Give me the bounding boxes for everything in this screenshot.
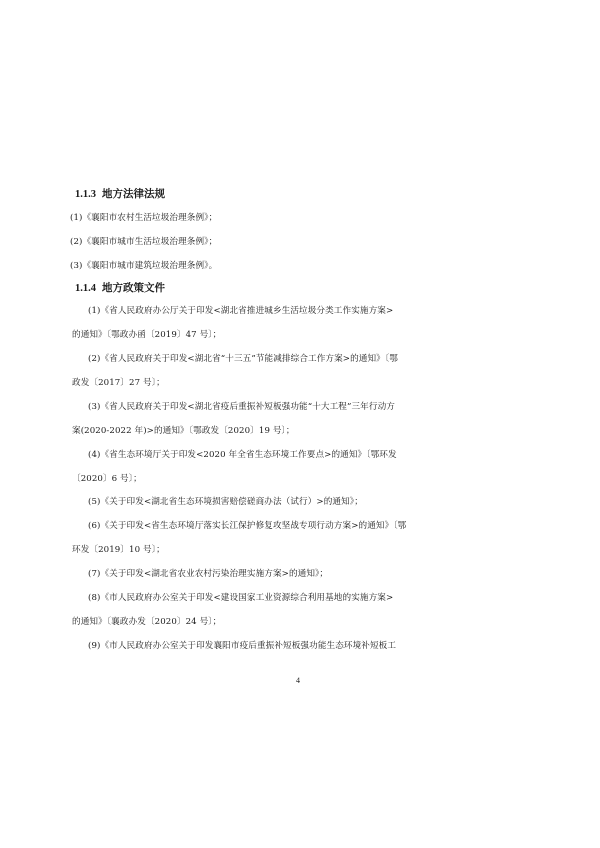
policy-line: 的通知》〔鄂政办函〔2019〕47 号〕；: [72, 330, 222, 340]
law-item: (1)《襄阳市农村生活垃圾治理条例》；: [70, 213, 218, 223]
policy-line: (6)《关于印发<省生态环境厅落实长江保护修复攻坚战专项行动方案>的通知》〔鄂: [88, 521, 407, 531]
policy-line: (4)《省生态环境厅关于印发<2020 年全省生态环境工作要点>的通知》〔鄂环发: [88, 450, 397, 460]
policy-line: (2)《省人民政府关于印发<湖北省“十三五”节能减排综合工作方案>的通知》〔鄂: [88, 354, 398, 364]
section-title: 地方政策文件: [102, 282, 165, 294]
policy-line: (1)《省人民政府办公厅关于印发<湖北省推进城乡生活垃圾分类工作实施方案>: [88, 306, 394, 316]
policy-line: 环发〔2019〕10 号〕；: [72, 545, 165, 555]
policy-line: 案(2020-2022 年)>的通知》〔鄂政发〔2020〕19 号〕；: [72, 426, 295, 436]
policy-line: (9)《市人民政府办公室关于印发襄阳市疫后重振补短板强功能生态环境补短板工: [88, 641, 397, 651]
page-number: 4: [296, 676, 300, 685]
section-title: 地方法律法规: [102, 188, 165, 200]
policy-line: (3)《省人民政府关于印发<湖北省疫后重振补短板强功能“十大工程”三年行动方: [88, 402, 395, 412]
policy-line: (8)《市人民政府办公室关于印发<建设国家工业资源综合利用基地的实施方案>: [88, 593, 394, 603]
section-heading-1-1-4: [75, 280, 165, 295]
policy-line: 政发〔2017〕27 号〕；: [72, 378, 165, 388]
section-number: 1.1.3: [75, 189, 96, 200]
policy-line: 的通知》〔襄政办发〔2020〕24 号〕；: [72, 617, 222, 627]
law-item: (3)《襄阳市城市建筑垃圾治理条例》。: [70, 261, 218, 271]
policy-line: (7)《关于印发<湖北省农业农村污染治理实施方案>的通知》；: [88, 569, 329, 579]
law-item: (2)《襄阳市城市生活垃圾治理条例》；: [70, 237, 218, 247]
policy-line: 〔2020〕6 号〕；: [72, 474, 142, 484]
policy-line: (5)《关于印发<湖北省生态环境损害赔偿磋商办法（试行）>的通知》；: [88, 497, 363, 507]
section-number: 1.1.4: [75, 283, 96, 294]
section-heading-1-1-3: [75, 186, 165, 201]
